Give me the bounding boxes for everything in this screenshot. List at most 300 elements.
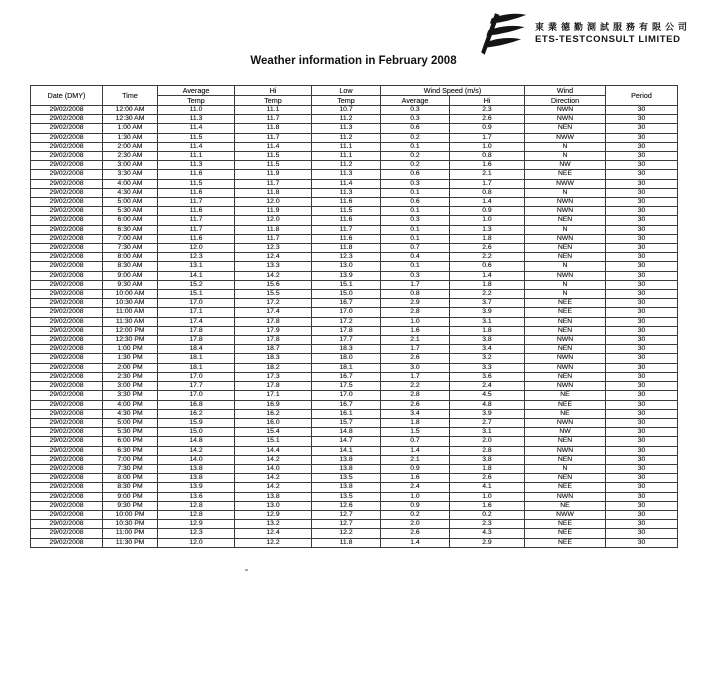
cell-avg-temp: 11.5 — [158, 179, 235, 188]
cell-hi-temp: 11.9 — [235, 207, 312, 216]
cell-avg-temp: 13.9 — [158, 483, 235, 492]
cell-hi-temp: 11.5 — [235, 152, 312, 161]
cell-time: 8:00 AM — [103, 253, 158, 262]
cell-time: 2:00 AM — [103, 142, 158, 151]
cell-date: 29/02/2008 — [31, 317, 103, 326]
table-row — [31, 262, 678, 271]
cell-wind-direction: NEN — [525, 437, 606, 446]
cell-period: 30 — [606, 124, 678, 133]
cell-date: 29/02/2008 — [31, 161, 103, 170]
cell-wind-hi: 2.3 — [450, 520, 525, 529]
table-row — [31, 501, 678, 510]
cell-wind-hi: 2.9 — [450, 538, 525, 547]
cell-avg-temp: 17.8 — [158, 326, 235, 335]
cell-wind-hi: 0.9 — [450, 124, 525, 133]
cell-date: 29/02/2008 — [31, 455, 103, 464]
cell-wind-direction: NWN — [525, 382, 606, 391]
cell-low-temp: 11.3 — [312, 188, 381, 197]
cell-time: 9:00 AM — [103, 271, 158, 280]
cell-wind-hi: 4.3 — [450, 529, 525, 538]
cell-wind-hi: 2.2 — [450, 253, 525, 262]
cell-hi-temp: 11.1 — [235, 106, 312, 115]
cell-low-temp: 11.7 — [312, 225, 381, 234]
cell-avg-temp: 12.0 — [158, 244, 235, 253]
cell-date: 29/02/2008 — [31, 280, 103, 289]
cell-time: 6:30 PM — [103, 446, 158, 455]
cell-low-temp: 18.1 — [312, 363, 381, 372]
cell-wind-avg: 0.2 — [381, 133, 450, 142]
cell-period: 30 — [606, 520, 678, 529]
cell-wind-hi: 1.7 — [450, 133, 525, 142]
cell-time: 2:00 PM — [103, 363, 158, 372]
cell-period: 30 — [606, 336, 678, 345]
cell-date: 29/02/2008 — [31, 400, 103, 409]
cell-period: 30 — [606, 308, 678, 317]
cell-wind-avg: 0.4 — [381, 253, 450, 262]
cell-date: 29/02/2008 — [31, 529, 103, 538]
cell-wind-avg: 0.3 — [381, 179, 450, 188]
cell-period: 30 — [606, 115, 678, 124]
col-header-low-temp: Low — [312, 86, 381, 96]
table-row — [31, 400, 678, 409]
cell-avg-temp: 17.8 — [158, 336, 235, 345]
cell-time: 8:00 PM — [103, 474, 158, 483]
cell-avg-temp: 11.3 — [158, 115, 235, 124]
table-row — [31, 170, 678, 179]
cell-wind-hi: 3.8 — [450, 455, 525, 464]
cell-wind-direction: NEN — [525, 244, 606, 253]
cell-wind-direction: NEN — [525, 124, 606, 133]
cell-date: 29/02/2008 — [31, 372, 103, 381]
cell-time: 1:00 PM — [103, 345, 158, 354]
cell-wind-avg: 2.8 — [381, 308, 450, 317]
table-row — [31, 418, 678, 427]
cell-date: 29/02/2008 — [31, 345, 103, 354]
cell-wind-direction: NEE — [525, 308, 606, 317]
cell-low-temp: 13.8 — [312, 464, 381, 473]
cell-date: 29/02/2008 — [31, 538, 103, 547]
cell-avg-temp: 12.3 — [158, 529, 235, 538]
cell-avg-temp: 11.0 — [158, 106, 235, 115]
table-row — [31, 244, 678, 253]
cell-period: 30 — [606, 234, 678, 243]
cell-time: 4:00 AM — [103, 179, 158, 188]
cell-period: 30 — [606, 391, 678, 400]
table-row — [31, 446, 678, 455]
cell-low-temp: 11.2 — [312, 161, 381, 170]
cell-wind-avg: 2.9 — [381, 299, 450, 308]
cell-avg-temp: 16.8 — [158, 400, 235, 409]
cell-time: 1:30 AM — [103, 133, 158, 142]
cell-date: 29/02/2008 — [31, 216, 103, 225]
company-name-english: ETS-TESTCONSULT LIMITED — [534, 33, 681, 45]
cell-hi-temp: 11.8 — [235, 188, 312, 197]
weather-table — [30, 85, 678, 548]
cell-avg-temp: 11.4 — [158, 124, 235, 133]
cell-avg-temp: 14.2 — [158, 446, 235, 455]
cell-date: 29/02/2008 — [31, 446, 103, 455]
table-row — [31, 428, 678, 437]
table-row — [31, 437, 678, 446]
page-title: Weather information in February 2008 — [250, 55, 457, 67]
cell-hi-temp: 17.3 — [235, 372, 312, 381]
col-subheader-wind-avg: Average — [381, 96, 450, 106]
cell-period: 30 — [606, 400, 678, 409]
cell-wind-hi: 0.9 — [450, 207, 525, 216]
cell-wind-avg: 0.6 — [381, 170, 450, 179]
cell-date: 29/02/2008 — [31, 391, 103, 400]
col-header-wind-direction: Wind — [525, 86, 606, 96]
cell-date: 29/02/2008 — [31, 418, 103, 427]
cell-time: 7:00 PM — [103, 455, 158, 464]
cell-wind-avg: 0.9 — [381, 464, 450, 473]
cell-wind-avg: 1.0 — [381, 492, 450, 501]
cell-wind-direction: NW — [525, 428, 606, 437]
cell-hi-temp: 17.8 — [235, 382, 312, 391]
cell-period: 30 — [606, 271, 678, 280]
col-header-time: Time — [103, 86, 158, 106]
cell-date: 29/02/2008 — [31, 271, 103, 280]
cell-date: 29/02/2008 — [31, 207, 103, 216]
cell-wind-direction: NEN — [525, 326, 606, 335]
cell-time: 7:30 AM — [103, 244, 158, 253]
cell-avg-temp: 18.4 — [158, 345, 235, 354]
cell-hi-temp: 14.2 — [235, 455, 312, 464]
cell-time: 1:00 AM — [103, 124, 158, 133]
table-row — [31, 345, 678, 354]
col-header-period: Period — [606, 86, 678, 106]
cell-wind-direction: NWN — [525, 363, 606, 372]
table-row — [31, 124, 678, 133]
cell-time: 6:30 AM — [103, 225, 158, 234]
cell-time: 10:00 PM — [103, 510, 158, 519]
cell-low-temp: 16.1 — [312, 409, 381, 418]
table-row — [31, 529, 678, 538]
cell-wind-direction: NE — [525, 409, 606, 418]
cell-wind-hi: 0.8 — [450, 188, 525, 197]
cell-avg-temp: 12.8 — [158, 510, 235, 519]
cell-time: 9:30 AM — [103, 280, 158, 289]
cell-hi-temp: 11.7 — [235, 234, 312, 243]
cell-avg-temp: 18.1 — [158, 354, 235, 363]
table-row — [31, 483, 678, 492]
table-row — [31, 538, 678, 547]
cell-wind-direction: NEE — [525, 400, 606, 409]
cell-period: 30 — [606, 152, 678, 161]
cell-wind-hi: 3.9 — [450, 409, 525, 418]
cell-low-temp: 13.0 — [312, 262, 381, 271]
cell-period: 30 — [606, 280, 678, 289]
cell-hi-temp: 11.5 — [235, 161, 312, 170]
cell-wind-hi: 2.6 — [450, 474, 525, 483]
cell-wind-direction: N — [525, 188, 606, 197]
cell-avg-temp: 17.7 — [158, 382, 235, 391]
cell-time: 12:30 AM — [103, 115, 158, 124]
table-row — [31, 207, 678, 216]
cell-low-temp: 11.1 — [312, 142, 381, 151]
cell-wind-avg: 1.8 — [381, 418, 450, 427]
cell-avg-temp: 11.5 — [158, 133, 235, 142]
cell-time: 3:30 PM — [103, 391, 158, 400]
table-row — [31, 234, 678, 243]
cell-wind-hi: 1.8 — [450, 464, 525, 473]
table-row — [31, 216, 678, 225]
cell-avg-temp: 17.0 — [158, 391, 235, 400]
cell-hi-temp: 12.2 — [235, 538, 312, 547]
cell-wind-hi: 0.2 — [450, 510, 525, 519]
cell-low-temp: 11.6 — [312, 234, 381, 243]
cell-wind-avg: 0.7 — [381, 437, 450, 446]
cell-date: 29/02/2008 — [31, 510, 103, 519]
table-row — [31, 198, 678, 207]
cell-avg-temp: 16.2 — [158, 409, 235, 418]
cell-date: 29/02/2008 — [31, 428, 103, 437]
cell-time: 8:30 PM — [103, 483, 158, 492]
cell-hi-temp: 14.2 — [235, 483, 312, 492]
cell-period: 30 — [606, 409, 678, 418]
cell-avg-temp: 12.9 — [158, 520, 235, 529]
cell-avg-temp: 11.6 — [158, 207, 235, 216]
cell-low-temp: 13.8 — [312, 455, 381, 464]
cell-date: 29/02/2008 — [31, 409, 103, 418]
cell-date: 29/02/2008 — [31, 520, 103, 529]
cell-hi-temp: 18.7 — [235, 345, 312, 354]
cell-hi-temp: 15.6 — [235, 280, 312, 289]
cell-low-temp: 14.7 — [312, 437, 381, 446]
cell-time: 10:00 AM — [103, 290, 158, 299]
cell-low-temp: 16.7 — [312, 372, 381, 381]
cell-date: 29/02/2008 — [31, 437, 103, 446]
table-row — [31, 520, 678, 529]
cell-wind-direction: NWN — [525, 234, 606, 243]
cell-time: 2:30 PM — [103, 372, 158, 381]
cell-date: 29/02/2008 — [31, 299, 103, 308]
cell-time: 11:30 PM — [103, 538, 158, 547]
cell-period: 30 — [606, 161, 678, 170]
cell-hi-temp: 15.1 — [235, 437, 312, 446]
cell-date: 29/02/2008 — [31, 179, 103, 188]
cell-wind-hi: 2.8 — [450, 446, 525, 455]
cell-low-temp: 11.3 — [312, 124, 381, 133]
cell-avg-temp: 14.8 — [158, 437, 235, 446]
cell-wind-hi: 4.5 — [450, 391, 525, 400]
cell-period: 30 — [606, 299, 678, 308]
cell-low-temp: 17.8 — [312, 326, 381, 335]
cell-low-temp: 11.5 — [312, 207, 381, 216]
cell-low-temp: 11.8 — [312, 538, 381, 547]
cell-period: 30 — [606, 262, 678, 271]
cell-wind-direction: N — [525, 262, 606, 271]
cell-avg-temp: 18.1 — [158, 363, 235, 372]
cell-hi-temp: 17.8 — [235, 336, 312, 345]
cell-time: 3:00 AM — [103, 161, 158, 170]
cell-period: 30 — [606, 363, 678, 372]
cell-hi-temp: 16.2 — [235, 409, 312, 418]
cell-time: 12:00 AM — [103, 106, 158, 115]
cell-avg-temp: 15.0 — [158, 428, 235, 437]
cell-date: 29/02/2008 — [31, 308, 103, 317]
table-row — [31, 179, 678, 188]
cell-low-temp: 12.7 — [312, 520, 381, 529]
cell-period: 30 — [606, 225, 678, 234]
cell-time: 12:30 PM — [103, 336, 158, 345]
cell-wind-avg: 0.1 — [381, 225, 450, 234]
cell-wind-hi: 2.6 — [450, 115, 525, 124]
cell-avg-temp: 17.0 — [158, 299, 235, 308]
cell-hi-temp: 13.0 — [235, 501, 312, 510]
cell-hi-temp: 11.9 — [235, 170, 312, 179]
col-subheader-low-temp: Temp — [312, 96, 381, 106]
cell-date: 29/02/2008 — [31, 336, 103, 345]
cell-date: 29/02/2008 — [31, 262, 103, 271]
cell-date: 29/02/2008 — [31, 124, 103, 133]
cell-wind-direction: NWN — [525, 492, 606, 501]
cell-wind-hi: 1.3 — [450, 225, 525, 234]
cell-period: 30 — [606, 253, 678, 262]
cell-hi-temp: 18.3 — [235, 354, 312, 363]
cell-wind-hi: 0.8 — [450, 152, 525, 161]
cell-wind-direction: NEN — [525, 455, 606, 464]
cell-low-temp: 11.4 — [312, 179, 381, 188]
cell-hi-temp: 12.0 — [235, 216, 312, 225]
cell-low-temp: 17.0 — [312, 308, 381, 317]
cell-wind-hi: 0.6 — [450, 262, 525, 271]
cell-wind-direction: NEE — [525, 299, 606, 308]
cell-low-temp: 13.5 — [312, 474, 381, 483]
cell-wind-direction: NEE — [525, 520, 606, 529]
cell-low-temp: 18.0 — [312, 354, 381, 363]
col-subheader-wind-direction: Direction — [525, 96, 606, 106]
cell-wind-avg: 2.1 — [381, 336, 450, 345]
cell-hi-temp: 16.9 — [235, 400, 312, 409]
cell-time: 6:00 PM — [103, 437, 158, 446]
table-row — [31, 115, 678, 124]
company-logo — [476, 11, 691, 57]
cell-wind-hi: 3.9 — [450, 308, 525, 317]
cell-time: 1:30 PM — [103, 354, 158, 363]
table-row — [31, 271, 678, 280]
cell-wind-hi: 3.1 — [450, 317, 525, 326]
cell-hi-temp: 12.9 — [235, 510, 312, 519]
cell-period: 30 — [606, 106, 678, 115]
cell-wind-direction: N — [525, 280, 606, 289]
cell-period: 30 — [606, 170, 678, 179]
cell-time: 5:30 AM — [103, 207, 158, 216]
cell-date: 29/02/2008 — [31, 290, 103, 299]
company-name-chinese: 東業德勤測試服務有限公司 — [534, 22, 691, 33]
cell-wind-direction: NE — [525, 391, 606, 400]
col-subheader-wind-hi: Hi — [450, 96, 525, 106]
cell-time: 5:00 AM — [103, 198, 158, 207]
cell-date: 29/02/2008 — [31, 142, 103, 151]
cell-low-temp: 15.1 — [312, 280, 381, 289]
cell-low-temp: 12.7 — [312, 510, 381, 519]
cell-avg-temp: 15.2 — [158, 280, 235, 289]
cell-hi-temp: 17.1 — [235, 391, 312, 400]
cell-wind-hi: 2.0 — [450, 437, 525, 446]
cell-wind-avg: 0.3 — [381, 106, 450, 115]
table-row — [31, 455, 678, 464]
cell-date: 29/02/2008 — [31, 474, 103, 483]
cell-wind-direction: NWW — [525, 510, 606, 519]
cell-period: 30 — [606, 538, 678, 547]
cell-avg-temp: 14.1 — [158, 271, 235, 280]
cell-hi-temp: 14.0 — [235, 464, 312, 473]
cell-wind-hi: 1.0 — [450, 216, 525, 225]
cell-avg-temp: 12.8 — [158, 501, 235, 510]
cell-low-temp: 11.2 — [312, 115, 381, 124]
table-row — [31, 409, 678, 418]
cell-hi-temp: 15.5 — [235, 290, 312, 299]
cell-avg-temp: 12.0 — [158, 538, 235, 547]
cell-wind-hi: 1.8 — [450, 280, 525, 289]
cell-wind-avg: 2.8 — [381, 391, 450, 400]
cell-low-temp: 14.1 — [312, 446, 381, 455]
cell-time: 4:30 PM — [103, 409, 158, 418]
table-row — [31, 188, 678, 197]
cell-period: 30 — [606, 418, 678, 427]
cell-hi-temp: 14.2 — [235, 271, 312, 280]
cell-wind-avg: 2.4 — [381, 483, 450, 492]
cell-wind-direction: NEN — [525, 317, 606, 326]
cell-wind-avg: 0.7 — [381, 244, 450, 253]
cell-period: 30 — [606, 372, 678, 381]
cell-wind-direction: NWW — [525, 133, 606, 142]
cell-period: 30 — [606, 437, 678, 446]
cell-avg-temp: 12.3 — [158, 253, 235, 262]
cell-avg-temp: 13.8 — [158, 464, 235, 473]
cell-wind-avg: 0.3 — [381, 271, 450, 280]
cell-low-temp: 11.1 — [312, 152, 381, 161]
cell-date: 29/02/2008 — [31, 354, 103, 363]
cell-wind-avg: 0.6 — [381, 124, 450, 133]
cell-time: 2:30 AM — [103, 152, 158, 161]
cell-wind-avg: 1.7 — [381, 345, 450, 354]
cell-period: 30 — [606, 317, 678, 326]
table-row — [31, 253, 678, 262]
cell-wind-avg: 3.4 — [381, 409, 450, 418]
cell-wind-avg: 0.6 — [381, 198, 450, 207]
table-row — [31, 382, 678, 391]
cell-wind-avg: 0.8 — [381, 290, 450, 299]
table-row — [31, 299, 678, 308]
cell-wind-direction: NEE — [525, 170, 606, 179]
cell-wind-avg: 2.0 — [381, 520, 450, 529]
cell-period: 30 — [606, 188, 678, 197]
cell-date: 29/02/2008 — [31, 234, 103, 243]
cell-low-temp: 17.2 — [312, 317, 381, 326]
table-row — [31, 474, 678, 483]
col-subheader-hi-temp: Temp — [235, 96, 312, 106]
cell-wind-avg: 0.3 — [381, 216, 450, 225]
cell-wind-avg: 3.0 — [381, 363, 450, 372]
table-row — [31, 363, 678, 372]
cell-date: 29/02/2008 — [31, 152, 103, 161]
cell-low-temp: 11.8 — [312, 244, 381, 253]
cell-hi-temp: 11.4 — [235, 142, 312, 151]
cell-avg-temp: 17.1 — [158, 308, 235, 317]
cell-avg-temp: 13.1 — [158, 262, 235, 271]
cell-low-temp: 13.5 — [312, 492, 381, 501]
cell-time: 8:30 AM — [103, 262, 158, 271]
cell-wind-hi: 1.4 — [450, 271, 525, 280]
cell-wind-avg: 1.4 — [381, 538, 450, 547]
table-row — [31, 354, 678, 363]
cell-hi-temp: 13.2 — [235, 520, 312, 529]
cell-time: 11:30 AM — [103, 317, 158, 326]
table-row — [31, 464, 678, 473]
cell-period: 30 — [606, 354, 678, 363]
